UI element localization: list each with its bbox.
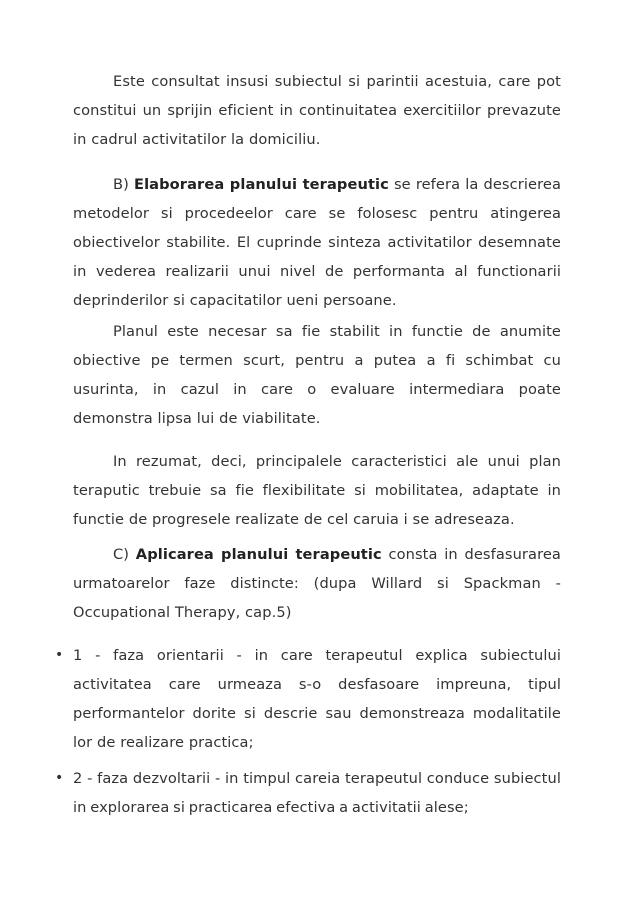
section-heading-elaboration: Elaborarea planului terapeutic (134, 176, 389, 193)
list-item-text: 2 - faza dezvoltarii - in timpul careia terapeutul conduce subiectul in explorarea si practicarea efectiva a activitatii alese; (73, 770, 561, 816)
section-marker-c: C) (113, 546, 136, 563)
paragraph-text: consta in desfasurarea urmatoarelor faze distincte: (dupa Willard si Spackman - Occupational Therapy, cap.5) (73, 546, 561, 621)
bullet-icon: • (55, 770, 64, 786)
paragraph-plan-necessity (73, 317, 561, 433)
paragraph-summary (73, 447, 561, 534)
paragraph-text: In rezumat, deci, principalele caracteristici ale unui plan teraputic trebuie sa fie flexibilitate si mobilitatea, adaptate in functie de progresele realizate de cel caruia i se adreseaza. (73, 453, 561, 528)
paragraph-text: Planul este necesar sa fie stabilit in functie de anumite obiective pe termen scurt, pentru a putea a fi schimbat cu usurinta, in cazul in care o evaluare intermediara poate demonstra lipsa lui de viabilitate. (73, 323, 561, 427)
paragraph-text: Este consultat insusi subiectul si parintii acestuia, care pot constitui un sprijin eficient in continuitatea exercitiilor prevazute in cadrul activitatilor la domiciliu. (73, 73, 561, 148)
section-heading-application: Aplicarea planului terapeutic (135, 546, 382, 563)
paragraph-text: se refera la descrierea metodelor si procedeelor care se folosesc pentru atingerea obiectivelor stabilite. El cuprinde sinteza activitatilor desemnate in vederea realizarii unui nivel de performanta al functionarii deprinderilor si capacitatilor ueni persoane. (73, 176, 561, 309)
list-item-development-phase (73, 764, 561, 822)
section-marker-b: B) (113, 176, 129, 193)
list-item-orientation-phase (73, 641, 561, 757)
list-item-text: 1 - faza orientarii - in care terapeutul explica subiectului activitatea care urmeaza s-o desfasoare impreuna, tipul performantelor dorite si descrie sau demonstreaza modalitatile lor de realizare practica; (73, 647, 561, 751)
bullet-icon: • (55, 647, 64, 663)
paragraph-consultation (73, 67, 561, 154)
paragraph-plan-elaboration (73, 170, 561, 315)
paragraph-plan-application (73, 540, 561, 627)
